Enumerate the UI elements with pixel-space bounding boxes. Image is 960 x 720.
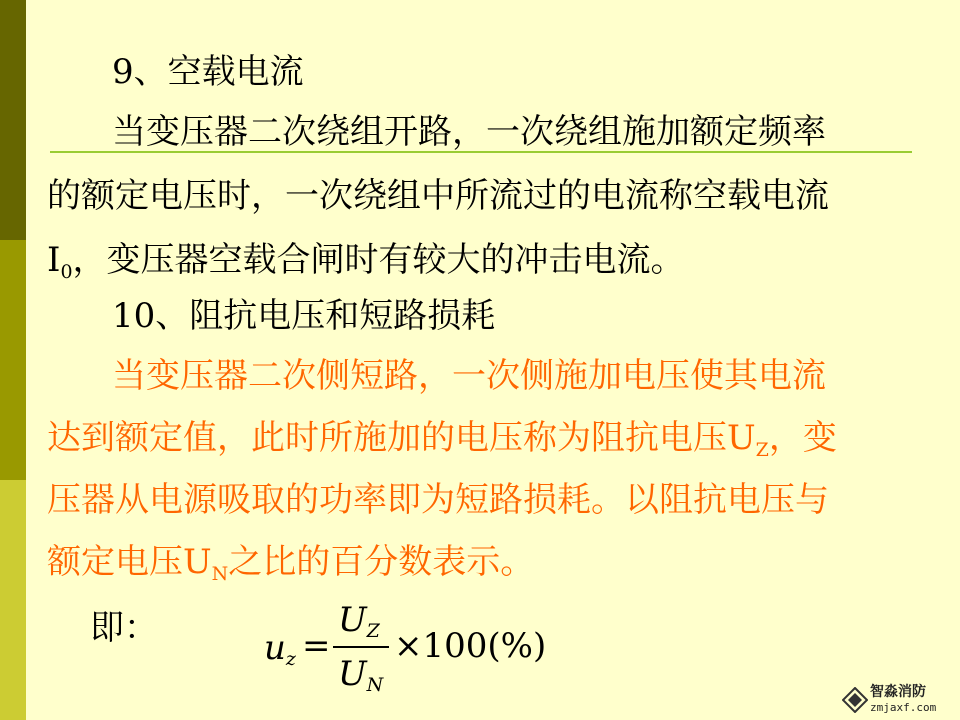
section-10-heading: 10、阻抗电压和短路损耗 (112, 296, 496, 336)
section-10-text-line-2-a: 达到额定值，此时所施加的电压称为阻抗电压U (47, 418, 756, 458)
section-9-text-line-3-rest: ，变压器空载合闸时有较大的冲击电流。 (72, 240, 685, 280)
current-symbol: I (47, 240, 61, 280)
sidebar-segment-mid (0, 240, 26, 480)
formula-prefix: 即： (90, 608, 158, 648)
section-10-text-line-4-a: 额定电压U (47, 542, 212, 582)
sidebar-segment-dark (0, 0, 26, 240)
formula-denominator-subscript: N (366, 674, 384, 696)
rated-voltage-subscript: N (211, 563, 229, 585)
formula-denominator: $U_N$ (338, 654, 384, 696)
formula-lhs: $u_z$ (264, 628, 296, 670)
formula-numerator-subscript: Z (366, 620, 380, 642)
impedance-voltage-subscript: Z (755, 439, 769, 461)
sidebar-decoration (0, 0, 26, 720)
section-9-heading: 9、空载电流 (112, 52, 304, 92)
current-subscript: 0 (60, 261, 73, 283)
watermark-url: zmjaxf.com (870, 701, 937, 714)
section-9-text-line-1: 当变压器二次绕组开路，一次绕组施加额定频率 (112, 112, 826, 152)
formula-equals: = (302, 626, 331, 666)
section-10-text-line-2 (47, 416, 837, 460)
formula-numerator: $U_Z$ (338, 600, 380, 642)
section-10-text-line-4 (47, 540, 534, 584)
formula-rhs: ×100(%) (394, 626, 547, 666)
section-9-text-line-2: 的额定电压时，一次绕组中所流过的电流称空载电流 (47, 176, 829, 216)
watermark (842, 683, 954, 717)
section-9-text-line-3 (47, 238, 685, 282)
watermark-name: 智淼消防 (870, 684, 926, 700)
formula-lhs-subscript: z (285, 648, 296, 670)
sidebar-segment-light (0, 480, 26, 720)
section-10-text-line-1: 当变压器二次侧短路，一次侧施加电压使其电流 (112, 356, 826, 396)
section-10-text-line-4-b: 之比的百分数表示。 (228, 542, 535, 582)
section-10-text-line-2-b: ，变 (768, 418, 837, 458)
section-10-text-line-3: 压器从电源吸取的功率即为短路损耗。以阻抗电压与 (47, 480, 829, 520)
diamond-logo-icon (842, 687, 868, 713)
fraction-bar (333, 646, 389, 648)
